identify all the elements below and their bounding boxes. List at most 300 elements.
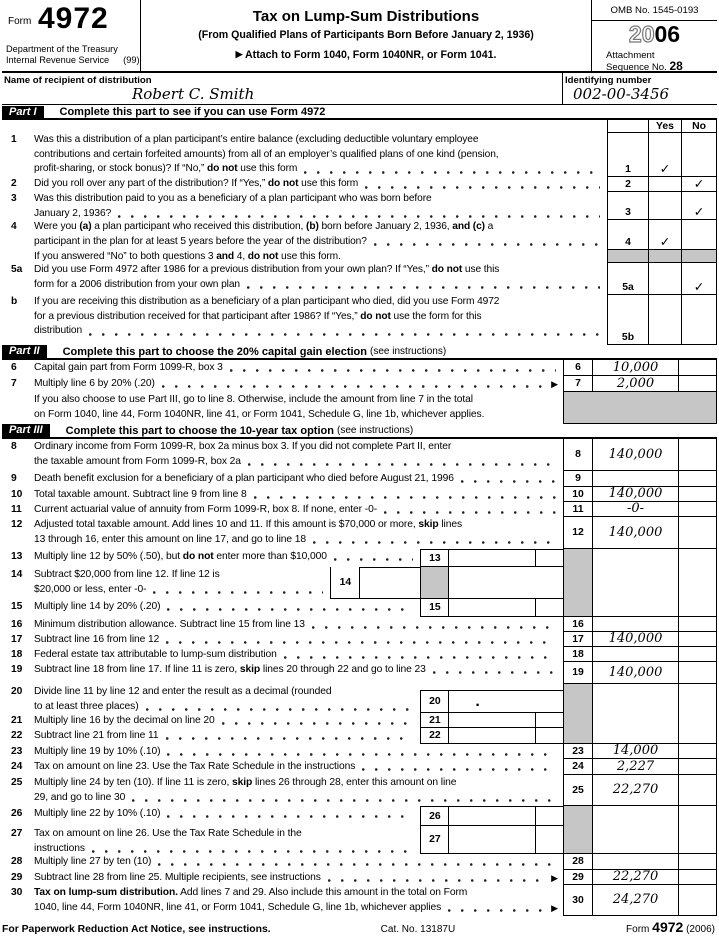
- part3-label: Part III: [2, 424, 50, 437]
- part3-bar: [2, 424, 717, 439]
- attach-note-text: Attach to Form 1040, Form 1040NR, or Form 1041.: [242, 49, 497, 61]
- text-segment: Subtract line 16 from line 12: [34, 634, 160, 645]
- line-7-value[interactable]: 2,000: [616, 375, 655, 391]
- line-27-entry-box[interactable]: [448, 826, 535, 854]
- text-line: [34, 439, 563, 454]
- text-segment: (b): [306, 221, 319, 232]
- line-9-box-number-text: 9: [575, 473, 581, 484]
- line-6-text: [34, 360, 563, 376]
- line-23-cents-cell[interactable]: [678, 744, 717, 759]
- line-12-value[interactable]: 140,000: [608, 524, 663, 540]
- line-9-row: [2, 471, 717, 487]
- line-16-box-number: [563, 617, 592, 632]
- text-segment: Tax on amount on line 26. Use the Tax Rate Schedule in the: [34, 828, 302, 839]
- line-30-cents-cell[interactable]: [678, 885, 717, 916]
- part2-bar: [2, 345, 717, 360]
- line-number: 9: [11, 473, 17, 484]
- text-segment: do not: [207, 163, 238, 175]
- text-segment: Death benefit exclusion for a beneficiary of a plan participant who died before August 21, 1996: [34, 473, 454, 484]
- line-number: 8: [11, 441, 17, 452]
- line-15-entry-label-text: 15: [429, 602, 441, 613]
- text-line: [34, 647, 563, 662]
- dept-line2-wrap: [6, 55, 140, 66]
- footer-form-id: [626, 919, 715, 935]
- line-number: 18: [11, 649, 23, 660]
- text-segment: Multiply line 12 by 50% (.50), but: [34, 551, 183, 562]
- text-segment: Multiply line 24 by ten (10). If line 11 is zero,: [34, 777, 232, 788]
- line-13-subrow: [2, 549, 563, 567]
- text-segment: lines 26 through 28, enter this amount on line: [252, 777, 457, 788]
- line-10-row: [2, 487, 717, 502]
- line-15-subrow: [2, 599, 563, 617]
- line-24-row: [2, 759, 717, 775]
- line-19-value-cell[interactable]: [592, 662, 678, 684]
- line-15-text: [34, 599, 420, 617]
- text-line: [34, 617, 563, 632]
- line-number: 26: [11, 808, 23, 819]
- line-6-box-number-text: 6: [575, 362, 581, 373]
- line-25-text: [34, 775, 563, 806]
- dotted-leader: [334, 558, 414, 561]
- line-11-value-cell[interactable]: [592, 502, 678, 517]
- text-segment: 1040, line 44, Form 1040NR, line 41, or Form 1041, Schedule G, line 1b, whichever applies: [34, 902, 442, 913]
- check-mark[interactable]: ✓: [693, 279, 705, 294]
- text-segment: do not: [247, 251, 279, 262]
- line-24-cents-cell[interactable]: [678, 759, 717, 775]
- line-number: 23: [11, 746, 23, 757]
- text-segment: Subtract line 21 from line 11: [34, 730, 159, 741]
- sequence-number: 28: [669, 59, 683, 73]
- dotted-leader: [374, 243, 600, 246]
- part3-title: Complete this part to choose the 10-year tax option: [65, 424, 338, 437]
- line-24-box-number-text: 24: [572, 761, 584, 772]
- line-21-entry-label-text: 21: [429, 714, 441, 726]
- part3-title-note: (see instructions): [337, 425, 414, 436]
- line-25-cents-cell[interactable]: [678, 775, 717, 806]
- line-19-box-number: [563, 662, 592, 684]
- line-17-text: [34, 632, 563, 647]
- dotted-leader: [167, 608, 413, 611]
- line-20-entry-box[interactable]: [448, 690, 563, 713]
- line-1-row: [2, 133, 717, 177]
- part1-header-no-cell: [681, 120, 717, 133]
- text-segment: contributions and certain forfeited amounts) from all of an employer’s qualified plans of one kind (pension,: [34, 148, 499, 160]
- line-17-value[interactable]: 140,000: [608, 631, 663, 646]
- text-segment: a plan participant who received this distribution,: [91, 221, 307, 232]
- dotted-leader: [254, 496, 556, 499]
- form-title: Tax on Lump-Sum Distributions: [252, 8, 480, 25]
- text-line: [34, 250, 607, 263]
- part2-title: Complete this part to choose the 20% capital gain election: [62, 345, 371, 358]
- text-segment: Adjusted total taxable amount. Add lines 10 and 11. If this amount is $70,000 or more,: [34, 519, 419, 530]
- line-21-entry-box[interactable]: [448, 713, 535, 728]
- line-17-value-cell[interactable]: [592, 632, 678, 647]
- zone-z13-value-cell[interactable]: [592, 549, 678, 617]
- line-12-box-number-text: 12: [572, 527, 584, 538]
- line-number: 11: [11, 504, 22, 515]
- line-number: 15: [11, 601, 23, 612]
- zone-z13-cents-cell[interactable]: [678, 549, 717, 617]
- line-number: 7: [11, 378, 17, 389]
- line-number: 22: [11, 730, 23, 741]
- line-note4-text: [2, 250, 607, 263]
- text-segment: 4,: [234, 251, 248, 262]
- form-number: 4972: [38, 2, 109, 35]
- line-note4-row: [2, 250, 717, 263]
- dept-suffix: (99): [123, 54, 140, 65]
- text-segment: If you are receiving this distribution as a beneficiary of a plan participant who died, did you use Form 4972: [34, 296, 500, 307]
- text-segment: use this form: [237, 163, 298, 175]
- line-3-no-cell[interactable]: [681, 192, 717, 220]
- text-segment: use this form.: [278, 251, 341, 262]
- dotted-leader: [365, 186, 600, 189]
- line-17-cents-cell[interactable]: [678, 632, 717, 647]
- line-5a-box-number-text: 5a: [622, 282, 634, 293]
- text-segment: If you also choose to use Part III, go to line 8. Otherwise, include the amount from line 7 in the total: [34, 394, 473, 405]
- line-29-box-number: [563, 870, 592, 885]
- line-10-box-number: [563, 487, 592, 502]
- dotted-leader: [230, 369, 556, 372]
- line-26-text: [34, 806, 420, 826]
- line-2-row: [2, 177, 717, 192]
- line-23-box-number-text: 23: [572, 745, 584, 757]
- text-segment: a: [484, 221, 494, 232]
- line-note4-gray-yes: [648, 250, 681, 263]
- zone-z20-cents-cell[interactable]: [678, 684, 717, 744]
- zone-z20-value-cell[interactable]: [592, 684, 678, 744]
- text-line: [34, 162, 607, 177]
- dept-line2: Internal Revenue Service: [6, 54, 110, 65]
- text-segment: Multiply line 22 by 10% (.10): [34, 808, 161, 819]
- line-27-entry-label-text: 27: [429, 834, 441, 845]
- line-6-row: [2, 360, 717, 376]
- line-22-subrow: [2, 728, 563, 744]
- line-16-cents-cell[interactable]: [678, 617, 717, 632]
- text-segment: to at least three places): [34, 701, 139, 712]
- text-line: [34, 487, 563, 502]
- arrow-icon: ▶: [551, 903, 558, 913]
- paperwork-notice: For Paperwork Reduction Act Notice, see instructions.: [2, 924, 271, 935]
- line-18-row: [2, 647, 717, 662]
- text-line: [34, 549, 420, 564]
- line-8-value-cell[interactable]: [592, 439, 678, 471]
- line-1-text: [34, 133, 607, 177]
- text-line: [34, 220, 607, 235]
- line-25-box-number-text: 25: [572, 784, 584, 796]
- text-line: [34, 632, 563, 647]
- catalog-number: Cat. No. 13187U: [380, 924, 456, 935]
- line-10-value-cell[interactable]: [592, 487, 678, 502]
- text-line: [34, 662, 563, 677]
- zone-z26-value-cell[interactable]: [592, 806, 678, 854]
- line-8-text: [34, 439, 563, 471]
- zone-z20-row: [2, 684, 717, 744]
- text-line: [34, 278, 607, 293]
- text-segment: for a previous distribution received for that participant after 1986? If “Yes,”: [34, 310, 361, 322]
- text-segment: skip: [418, 519, 439, 530]
- text-segment: form for a 2006 distribution from your own plan: [34, 278, 240, 290]
- line-30-value-cell[interactable]: [592, 885, 678, 916]
- dotted-leader: [362, 768, 556, 771]
- line-number: 28: [11, 856, 23, 867]
- line-14-gray-cell: [420, 567, 448, 599]
- line-8-value[interactable]: 140,000: [608, 446, 663, 462]
- line-12-value-cell[interactable]: [592, 517, 678, 549]
- part1-header-num-cell: [607, 120, 648, 133]
- line-2-text: [34, 177, 607, 192]
- line-20-entry-label-text: 20: [429, 696, 441, 707]
- name-input[interactable]: Robert C. Smith: [132, 85, 255, 103]
- line-30-box-number-text: 30: [572, 894, 584, 906]
- line-13-entry-box[interactable]: [448, 549, 535, 567]
- line-7-value-cell[interactable]: [592, 376, 678, 392]
- line-14-entry-box[interactable]: [360, 567, 420, 599]
- check-mark[interactable]: ✓: [693, 176, 705, 191]
- line-19-row: [2, 662, 717, 684]
- dotted-leader: [222, 722, 414, 725]
- line-number: 20: [11, 686, 23, 697]
- line-30-row: [2, 885, 717, 916]
- dotted-leader: [167, 753, 556, 756]
- line-22-entry-label: [420, 728, 448, 744]
- check-mark[interactable]: ✓: [693, 204, 705, 219]
- text-line: [34, 826, 420, 841]
- line-15-cents-box[interactable]: [535, 599, 563, 617]
- text-line: [34, 599, 420, 614]
- line-13-cents-box[interactable]: [535, 549, 563, 567]
- text-line: [34, 177, 607, 192]
- line-28-value-cell[interactable]: [592, 854, 678, 870]
- line-note7-text: [2, 392, 563, 424]
- line-22-entry-box[interactable]: [448, 728, 535, 744]
- line-1-no-cell[interactable]: [681, 133, 717, 177]
- line-8-cents-cell[interactable]: [678, 439, 717, 471]
- text-segment: Federal estate tax attributable to lump-sum distribution: [34, 649, 277, 660]
- line-17-row: [2, 632, 717, 647]
- text-segment: If you answered “No” to both questions 3: [34, 251, 217, 262]
- line-number: 13: [11, 551, 23, 562]
- text-segment: Multiply line 16 by the decimal on line 20: [34, 715, 215, 726]
- line-1-box-number: [607, 133, 648, 177]
- line-number: b: [11, 296, 18, 307]
- line-5b-yes-cell[interactable]: [648, 295, 681, 345]
- line-5b-no-cell[interactable]: [681, 295, 717, 345]
- text-line: [34, 263, 607, 278]
- line-11-cents-cell[interactable]: [678, 502, 717, 517]
- text-line: [34, 454, 563, 469]
- line-21-entry-label: [420, 713, 448, 728]
- line-5a-no-cell[interactable]: [681, 263, 717, 295]
- text-segment: Did you use Form 4972 after 1986 for a previous distribution from your own plan? If “Yes,”: [34, 264, 432, 275]
- check-mark[interactable]: ✓: [659, 161, 671, 176]
- text-segment: Current actuarial value of annuity from Form 1099-R, box 8. If none, enter -0-: [34, 504, 378, 515]
- form-subtitle: (From Qualified Plans of Participants Born Before January 2, 1936): [198, 29, 534, 41]
- line-number: 24: [11, 761, 23, 772]
- recipient-row: [2, 73, 717, 105]
- line-3-box-number: [607, 192, 648, 220]
- text-line: [34, 360, 563, 375]
- line-2-yes-cell[interactable]: [648, 177, 681, 192]
- text-segment: and (c): [452, 221, 485, 232]
- line-25-box-number: [563, 775, 592, 806]
- line-21-cents-box[interactable]: [535, 713, 563, 728]
- text-segment: Subtract line 28 from line 25. Multiple recipients, see instructions: [34, 872, 321, 883]
- line-23-value-cell[interactable]: [592, 744, 678, 759]
- line-7-cents-cell[interactable]: [678, 376, 717, 392]
- line-number: 16: [11, 619, 23, 630]
- line-2-no-cell[interactable]: [681, 177, 717, 192]
- line-5a-yes-cell[interactable]: [648, 263, 681, 295]
- line-6-value[interactable]: 10,000: [612, 359, 659, 375]
- dept-line1: Department of the Treasury: [6, 44, 118, 54]
- text-segment: Minimum distribution allowance. Subtract line 15 from line 13: [34, 619, 305, 630]
- line-17-box-number: [563, 632, 592, 647]
- text-line: [34, 310, 607, 325]
- line-10-text: [34, 487, 563, 502]
- line-9-value-cell[interactable]: [592, 471, 678, 487]
- line-8-box-number: [563, 439, 592, 471]
- line-29-value-cell[interactable]: [592, 870, 678, 885]
- line-30-box-number: [563, 885, 592, 916]
- line-24-value-cell[interactable]: [592, 759, 678, 775]
- line-6-value-cell[interactable]: [592, 360, 678, 376]
- line-11-text: [34, 502, 563, 517]
- line-18-cents-cell[interactable]: [678, 647, 717, 662]
- line-14-subrow: [2, 567, 563, 599]
- line-16-text: [34, 617, 563, 632]
- text-line: [34, 235, 607, 250]
- line-25-value-cell[interactable]: [592, 775, 678, 806]
- text-segment: Did you roll over any part of the distribution? If “Yes,”: [34, 178, 268, 189]
- line-24-box-number: [563, 759, 592, 775]
- line-10-cents-cell[interactable]: [678, 487, 717, 502]
- part2-title-note: (see instructions): [370, 346, 447, 357]
- line-26-cents-box[interactable]: [535, 806, 563, 826]
- form-footer: [2, 919, 717, 935]
- text-line: [34, 699, 420, 713]
- text-line: [34, 790, 563, 805]
- sequence-label: Sequence No.: [606, 62, 670, 73]
- attach-note: [141, 49, 591, 61]
- line-23-value[interactable]: 14,000: [612, 743, 659, 758]
- dotted-leader: [313, 541, 556, 544]
- text-line: [34, 392, 563, 407]
- dotted-leader: [384, 511, 556, 514]
- text-segment: skip: [231, 777, 253, 788]
- part1-header-spacer: [2, 120, 607, 133]
- attachment-label: Attachment: [606, 50, 655, 61]
- line-27-subrow: [2, 826, 563, 854]
- text-line: [34, 133, 607, 148]
- name-label: Name of recipient of distribution: [4, 75, 152, 86]
- line-29-row: [2, 870, 717, 885]
- line-5a-text: [34, 263, 607, 295]
- line-22-entry-label-text: 22: [429, 730, 441, 741]
- line-number: 19: [11, 664, 23, 675]
- line-29-cents-cell[interactable]: [678, 870, 717, 885]
- year-bold: 06: [654, 21, 681, 47]
- line-27-cents-box[interactable]: [535, 826, 563, 854]
- line-26-entry-box[interactable]: [448, 806, 535, 826]
- check-mark[interactable]: ✓: [659, 234, 671, 249]
- line-4-no-cell[interactable]: [681, 220, 717, 250]
- line-number: 29: [11, 872, 23, 883]
- zone-z26-cents-cell[interactable]: [678, 806, 717, 854]
- line-8-box-number-text: 8: [575, 449, 581, 460]
- line-14-entry-label-text: 14: [339, 577, 352, 588]
- line-29-value[interactable]: 22,270: [612, 869, 659, 884]
- decimal-point: .: [475, 692, 480, 710]
- line-11-value[interactable]: -0-: [626, 501, 645, 516]
- dotted-leader: [167, 815, 413, 818]
- text-line: [34, 532, 563, 547]
- form-header: [2, 0, 717, 73]
- text-line: [34, 324, 607, 339]
- line-19-text: [34, 662, 563, 684]
- line-4-yes-cell[interactable]: [648, 220, 681, 250]
- part2-table: [2, 360, 717, 424]
- line-24-value[interactable]: 2,227: [616, 758, 655, 774]
- line-8-row: [2, 439, 717, 471]
- line-25-value[interactable]: 22,270: [612, 782, 659, 797]
- line-3-box-number-text: 3: [625, 207, 631, 218]
- line-9-cents-cell[interactable]: [678, 471, 717, 487]
- text-segment: 13 through 16, enter this amount on line 17, and go to line 18: [34, 534, 307, 545]
- text-line: [34, 684, 420, 699]
- dotted-leader: [166, 641, 556, 644]
- line-10-value[interactable]: 140,000: [608, 486, 663, 501]
- dotted-leader: [146, 708, 414, 711]
- line-6-cents-cell[interactable]: [678, 360, 717, 376]
- id-input[interactable]: 002-00-3456: [573, 85, 670, 103]
- no-header: No: [692, 120, 706, 132]
- line-12-row: [2, 517, 717, 549]
- line-13-text: [34, 549, 420, 567]
- part1-label: Part I: [2, 106, 44, 119]
- text-segment: and: [216, 251, 235, 262]
- line-12-cents-cell[interactable]: [678, 517, 717, 549]
- zone-z13-left: [2, 549, 563, 617]
- line-3-yes-cell[interactable]: [648, 192, 681, 220]
- part1-title: Complete this part to see if you can use Form 4972: [59, 106, 326, 118]
- line-21-subrow: [2, 713, 563, 728]
- text-segment: Ordinary income from Form 1099-R, box 2a minus box 3. If you did not complete Part II, enter: [34, 441, 452, 452]
- line-18-box-number: [563, 647, 592, 662]
- line-16-value-cell[interactable]: [592, 617, 678, 632]
- dotted-leader: [461, 480, 556, 483]
- yes-header: Yes: [656, 120, 674, 132]
- line-19-value[interactable]: 140,000: [608, 664, 663, 680]
- form-number-block: [2, 0, 141, 71]
- line-note7-gray-cell: [563, 392, 717, 424]
- line-19-cents-cell[interactable]: [678, 662, 717, 684]
- line-28-cents-cell[interactable]: [678, 854, 717, 870]
- line-30-value[interactable]: 24,270: [612, 892, 659, 907]
- dotted-leader: [132, 799, 556, 802]
- line-22-cents-box[interactable]: [535, 728, 563, 744]
- zone-z13-mid-cell: [448, 567, 563, 599]
- line-21-text: [34, 713, 420, 728]
- line-15-entry-box[interactable]: [448, 599, 535, 617]
- line-19-box-number-text: 19: [572, 667, 584, 678]
- part1-table: [2, 120, 717, 345]
- line-18-value-cell[interactable]: [592, 647, 678, 662]
- line-29-box-number-text: 29: [572, 871, 584, 883]
- line-1-yes-cell[interactable]: [648, 133, 681, 177]
- part1-header-row: [2, 120, 717, 133]
- line-number: 1: [11, 134, 17, 145]
- line-28-text: [34, 854, 563, 870]
